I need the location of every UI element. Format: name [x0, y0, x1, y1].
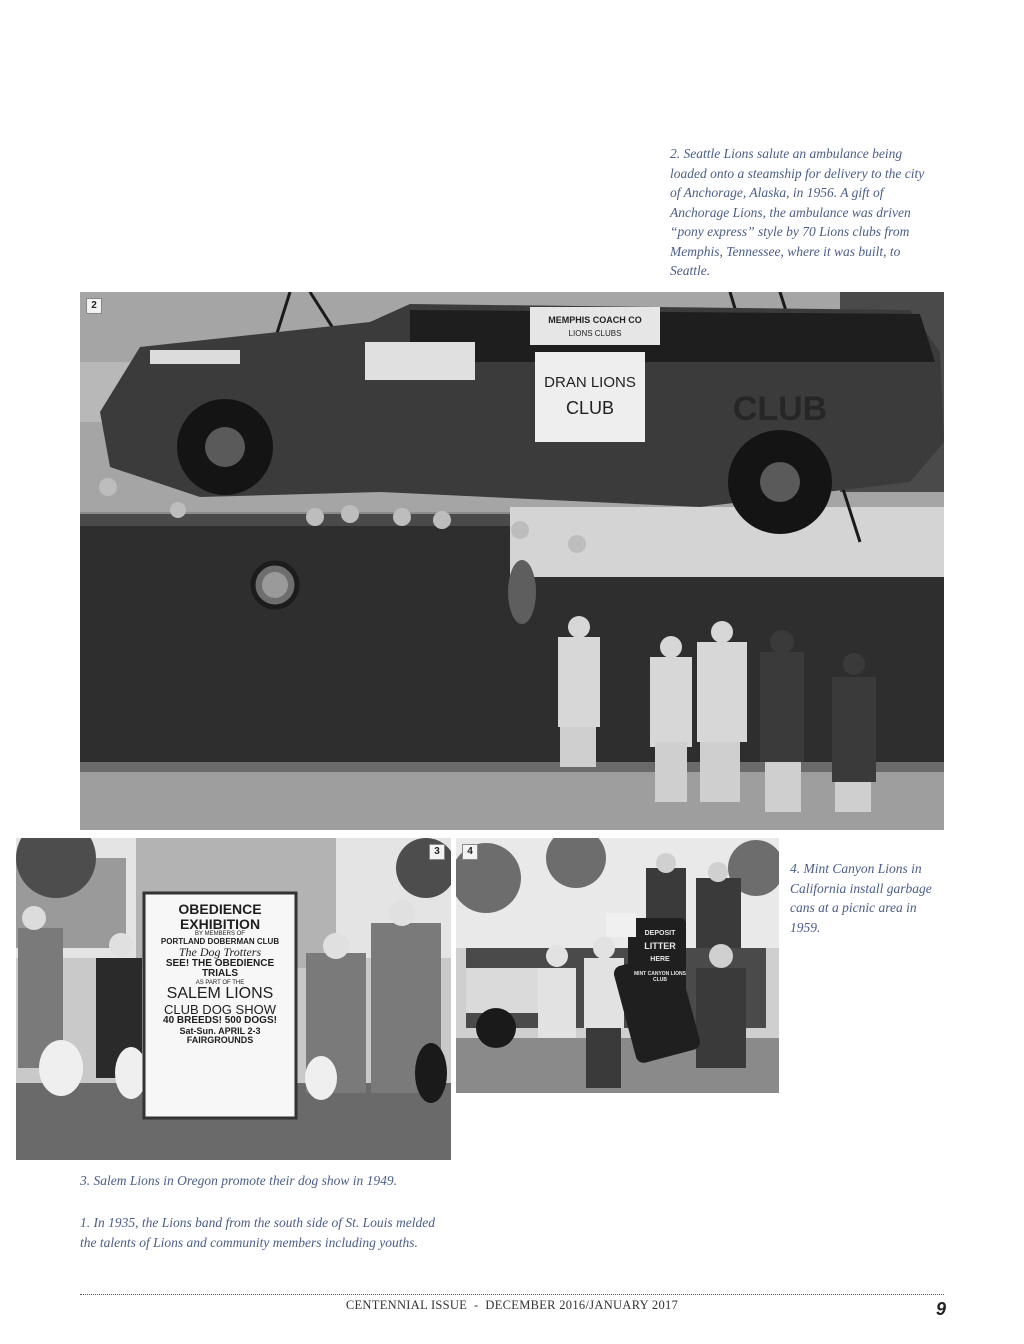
photo-mint-canyon-garbage-cans [456, 838, 779, 1093]
can-labels [632, 928, 688, 983]
caption-4 [790, 859, 936, 937]
photo-2-illustration [80, 292, 944, 830]
ambulance-sign-top: MEMPHIS COACH CO [548, 315, 642, 325]
caption-2 [670, 144, 925, 281]
caption-3-text: 3. Salem Lions in Oregon promote their dog show in 1949. [80, 1173, 397, 1188]
sign-line-3: BY MEMBERS OF [195, 931, 245, 938]
ambulance-door-line-1: DRAN LIONS [544, 374, 636, 391]
caption-3 [80, 1171, 460, 1191]
photo-number-badge-2: 2 [86, 298, 102, 314]
photo-number-badge-4: 4 [462, 844, 478, 860]
sign-line-12: Sat-Sun. APRIL 2-3 [179, 1025, 261, 1036]
caption-1-text: 1. In 1935, the Lions band from the south side of St. Louis melded the talents of Lions and community members including youths. [80, 1215, 435, 1250]
sign-line-7: TRIALS [201, 968, 239, 980]
sign-line-6: SEE! THE OBEDIENCE [165, 957, 275, 969]
caption-4-text: 4. Mint Canyon Lions in California install garbage cans at a picnic area in 1959. [790, 861, 932, 935]
can-label-1: DEPOSIT [644, 930, 676, 937]
photo-salem-dog-show [16, 838, 451, 1160]
ambulance-rear-text: CLUB [732, 390, 828, 428]
can-label-4: MINT CANYON LIONS CLUB [634, 970, 686, 983]
sign-line-13: FAIRGROUNDS [186, 1035, 254, 1046]
ambulance-sign-top-2: LIONS CLUBS [568, 329, 622, 338]
photo-4-illustration [456, 838, 779, 1093]
caption-2-text: 2. Seattle Lions salute an ambulance being loaded onto a steamship for delivery to the city of Anchorage, Alaska, in 1956. A gift of Anchorage Lions, the ambulance was driven “pony express” style by 70 Lions clubs from Memphis, Tennessee, where it was built, to Seattle. [670, 146, 925, 278]
sign-line-11: 40 BREEDS! 500 DOGS! [163, 1015, 277, 1027]
sign-line-2: EXHIBITION [179, 915, 261, 932]
page-number: 9 [935, 1299, 946, 1319]
ambulance-door-line-2: CLUB [565, 398, 615, 418]
photo-number-badge-3: 3 [429, 844, 445, 860]
can-label-2: LITTER [644, 941, 676, 952]
sign-line-4: PORTLAND DOBERMAN CLUB [160, 936, 280, 946]
photo-ambulance-steamship [80, 292, 944, 830]
sign-line-10: CLUB DOG SHOW [164, 1001, 276, 1017]
sign-line-1: OBEDIENCE [178, 901, 262, 917]
sign-line-8: AS PART OF THE [195, 979, 245, 986]
can-label-3: HERE [650, 955, 670, 963]
obedience-sign [147, 902, 293, 1046]
sign-line-9: SALEM LIONS [166, 984, 274, 1002]
footer-issue-text: CENTENNIAL ISSUE - DECEMBER 2016/JANUARY 2017 [345, 1298, 679, 1312]
caption-1 [80, 1213, 440, 1252]
sign-line-5: The Dog Trotters [178, 945, 262, 960]
footer-rule [80, 1294, 944, 1295]
